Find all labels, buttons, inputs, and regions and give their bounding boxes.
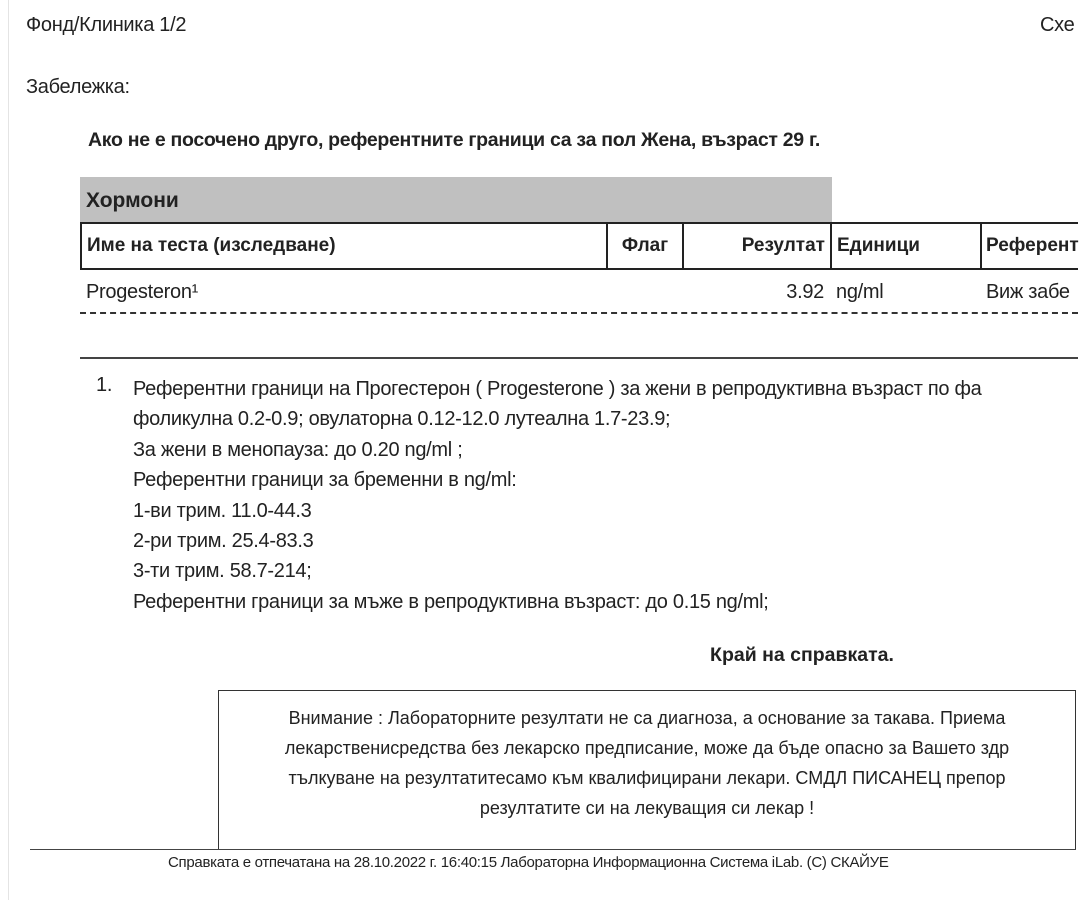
col-test-name: Име на теста (изследване): [82, 224, 608, 268]
footnote-number: 1.: [96, 374, 113, 396]
footnote-line: Референтни граници за мъже в репродуктивна възраст: до 0.15 ng/ml;: [133, 590, 769, 613]
row-divider: [80, 312, 1078, 314]
table-header: [80, 222, 1078, 270]
section-divider: [80, 357, 1078, 359]
end-of-report: Край на справката.: [710, 644, 894, 666]
footnote-line: Референтни граници за бременни в ng/ml:: [133, 469, 517, 492]
header-clinic: Фонд/Клиника 1/2: [26, 14, 187, 36]
footnote-line: 3-ти трим. 58.7-214;: [133, 560, 312, 583]
test-units: ng/ml: [836, 281, 884, 303]
note-label: Забележка:: [26, 76, 130, 98]
warning-line: тълкуване на резултатитесамо към квалифицирани лекари. СМДЛ ПИСАНЕЦ препор: [288, 768, 1006, 788]
header-right: Схе: [1040, 14, 1075, 36]
footnote-text: [133, 374, 1077, 617]
footer-divider: [30, 849, 1076, 850]
section-title: Хормони: [86, 189, 179, 212]
page-edge: [8, 0, 9, 900]
test-result: 3.92: [786, 281, 824, 303]
warning-line: лекарственисредства без лекарско предписание, може да бъде опасно за Вашето здр: [284, 738, 1010, 758]
section-header: [80, 177, 832, 223]
footnote-line: 2-ри трим. 25.4-83.3: [133, 530, 314, 553]
col-units: Единици: [832, 224, 982, 268]
footnote-line: Референтни граници на Прогестерон ( Progesterone ) за жени в репродуктивна възраст по фа: [133, 378, 982, 400]
test-reference: Виж забе: [986, 281, 1070, 303]
test-name: Progesteron¹: [86, 281, 199, 303]
footer-text: Справката е отпечатана на 28.10.2022 г. 16:40:15 Лабораторна Информационна Система iLab. (С) СКАЙУЕ: [168, 854, 889, 871]
footnote-line: За жени в менопауза: до 0.20 ng/ml ;: [133, 438, 463, 461]
reference-note: Ако не е посочено друго, референтните граници са за пол Жена, възраст 29 г.: [88, 129, 820, 151]
col-result: Резултат: [684, 224, 832, 268]
footnote-line: 1-ви трим. 11.0-44.3: [133, 499, 312, 522]
warning-line: Внимание : Лабораторните резултати не са диагноза, а основание за такава. Приема: [288, 708, 1006, 728]
footnote-line: фоликулна 0.2-0.9; овулаторна 0.12-12.0 лутеална 1.7-23.9;: [133, 408, 671, 431]
col-reference: Референт: [986, 235, 1079, 256]
col-flag: Флаг: [608, 224, 684, 268]
warning-line: резултатите си на лекуващия си лекар !: [479, 798, 815, 818]
warning-box: [218, 690, 1076, 850]
